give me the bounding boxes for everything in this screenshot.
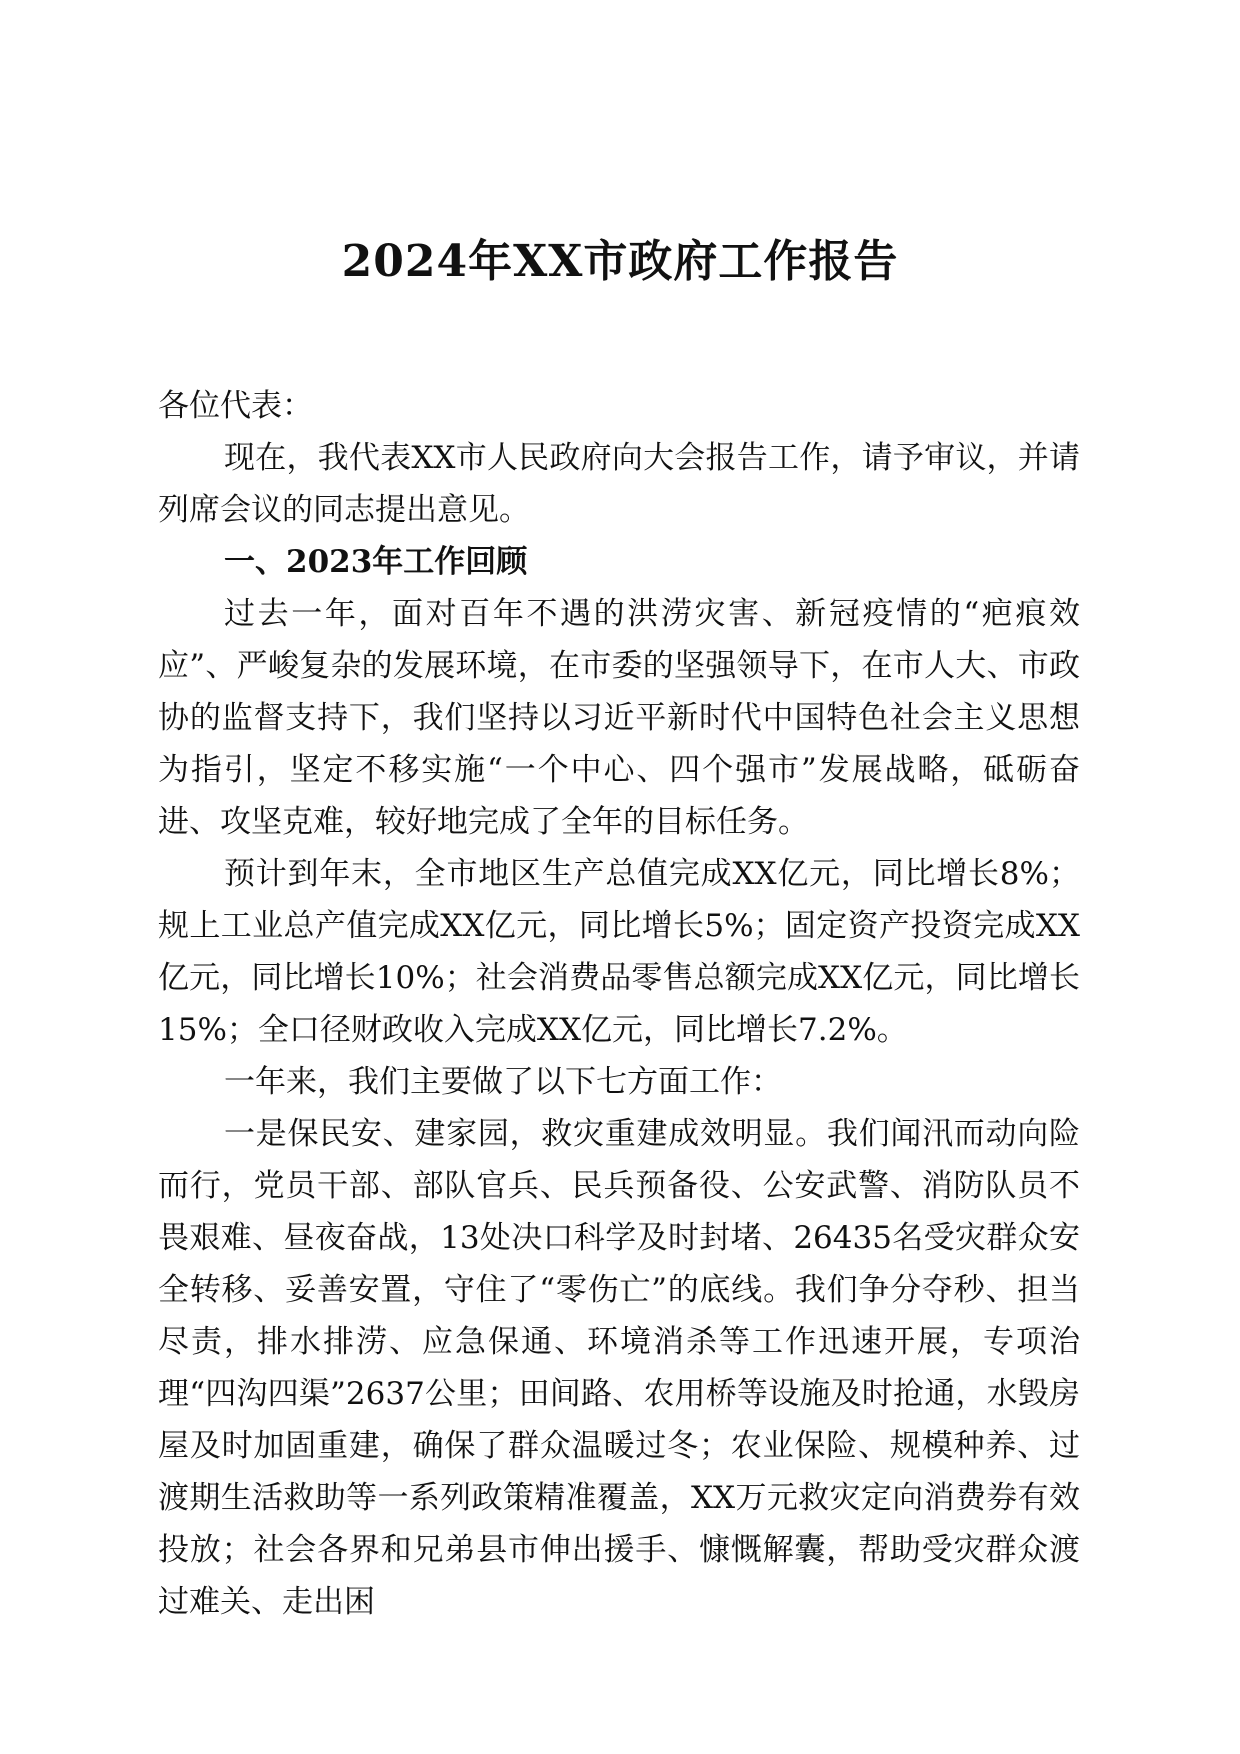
paragraph-disaster-relief: 一是保民安、建家园，救灾重建成效明显。我们闻汛而动向险而行，党员干部、部队官兵、民兵预备役、公安武警、消防队员不畏艰难、昼夜奋战，13处决口科学及时封堵、26435名受灾群众安全转移、妥善安置，守住了“零伤亡”的底线。我们争分夺秒、担当尽责，排水排涝、应急保通、环境消杀等工作迅速开展，专项治理“四沟四渠”2637公里；田间路、农用桥等设施及时抢通，水毁房屋及时加固重建，确保了群众温暖过冬；农业保险、规模种养、过渡期生活救助等一系列政策精准覆盖，XX万元救灾定向消费券有效投放；社会各界和兄弟县市伸出援手、慷慨解囊，帮助受灾群众渡过难关、走出困 [158,1116,1080,1620]
salutation: 各位代表： [158,388,313,424]
document-body [158,380,1080,1628]
paragraph-work-intro: 一年来，我们主要做了以下七方面工作： [224,1064,782,1100]
section-heading-review: 一、2023年工作回顾 [224,544,528,580]
document-title: 2024年XX市政府工作报告 [341,236,899,287]
intro-paragraph: 现在，我代表XX市人民政府向大会报告工作，请予审议，并请列席会议的同志提出意见。 [158,440,1080,528]
paragraph-economic-indicators: 预计到年末，全市地区生产总值完成XX亿元，同比增长8%；规上工业总产值完成XX亿元，同比增长5%；固定资产投资完成XX亿元，同比增长10%；社会消费品零售总额完成XX亿元，同比增长15%；全口径财政收入完成XX亿元，同比增长7.2%。 [158,856,1080,1048]
paragraph-overview: 过去一年，面对百年不遇的洪涝灾害、新冠疫情的“疤痕效应”、严峻复杂的发展环境，在市委的坚强领导下，在市人大、市政协的监督支持下，我们坚持以习近平新时代中国特色社会主义思想为指引，坚定不移实施“一个中心、四个强市”发展战略，砥砺奋进、攻坚克难，较好地完成了全年的目标任务。 [158,596,1080,840]
